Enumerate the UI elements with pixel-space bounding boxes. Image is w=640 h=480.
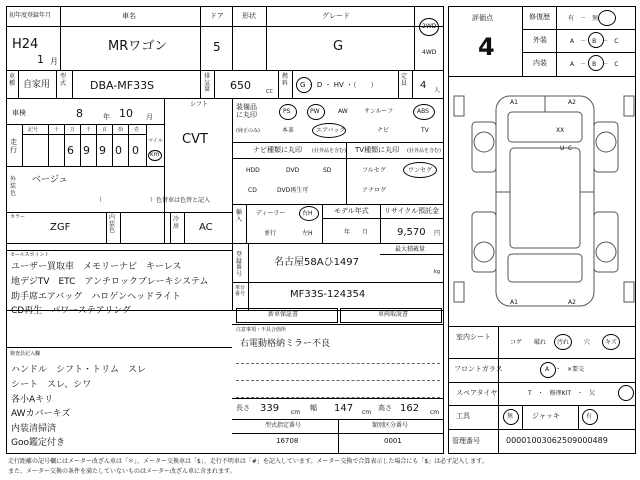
inspector-line-6: Goo鑑定付き xyxy=(11,438,65,448)
inspector-line-2: シート スレ、シワ xyxy=(11,380,92,390)
displacement-unit: CC xyxy=(266,89,273,95)
score-value: 4 xyxy=(478,33,495,61)
mileage-unit-km: km xyxy=(150,151,160,158)
navi-note: (社外品を含む) xyxy=(312,148,346,154)
tv-analog: アナログ xyxy=(362,187,387,194)
damage-label-2: A2 xyxy=(568,99,576,106)
chassis-number: MF33S-124354 xyxy=(290,289,366,300)
max-load-unit: kg xyxy=(434,269,441,275)
inspector-line-1: ハンドル シフト・トリム スレ xyxy=(11,365,147,375)
spare-label: スペアタイヤ xyxy=(456,389,498,397)
mileage-label: 走行 xyxy=(10,138,17,155)
recycle-unit: 円 xyxy=(434,230,441,237)
first-reg-month: 1 xyxy=(37,53,44,66)
class-value: 0001 xyxy=(384,437,402,445)
footer-line-2: また、メーター交換の条件を満たしていないものはメーター改ざん車に含まれます。 xyxy=(8,468,236,475)
equip-navi: ナビ xyxy=(377,127,390,134)
jack-value: 有 xyxy=(586,413,593,420)
shift: CVT xyxy=(182,132,208,147)
capacity-unit: 人 xyxy=(434,87,441,94)
width-unit: cm xyxy=(362,409,372,416)
doors-label: ドア xyxy=(210,12,224,20)
car-outline xyxy=(454,96,634,306)
footer-line-1: 走行距離の記号欄にはメーター改ざん車は「＊」、メーター交換車は「$」、走行不明車は「#」を記入しています。メーター交換で合算表示した場合にも「$」は必ず記入します。 xyxy=(8,458,488,465)
exterior-b-circle xyxy=(588,32,604,48)
max-load-label: 最大積載量 xyxy=(395,246,426,253)
height-unit: cm xyxy=(430,409,440,416)
length-unit: cm xyxy=(291,409,301,416)
ac-label: 冷房 xyxy=(173,216,180,230)
left-front-bracket xyxy=(454,96,464,116)
vehicle-type-label: 車種 xyxy=(9,73,16,87)
left-rear-bracket xyxy=(454,282,464,302)
grade: G xyxy=(333,39,344,54)
first-reg-label: 初年度登録年月 xyxy=(9,12,52,19)
repair-options: 有 － 無 xyxy=(568,15,599,22)
notes-text: 右電動格納ミラー不良 xyxy=(240,339,331,349)
tool-value: 無 xyxy=(507,413,514,420)
mgmt-label: 管理番号 xyxy=(452,437,480,445)
spare-items: T ・ 修理KIT ・ 欠 xyxy=(528,390,596,397)
tv-note: (社外品を含む) xyxy=(407,148,441,154)
sales-point-4: CD再生 パワーステアリング xyxy=(11,306,132,316)
fuel-options: G ・ D ・ HV ・（ ） xyxy=(300,81,378,89)
import-dealer: ディーラー xyxy=(256,210,286,217)
inspector-line-4: AWカバーキズ xyxy=(11,409,71,419)
inspector-line-5: 内装清掃済 xyxy=(11,424,57,434)
interior-color-label: 内装色 xyxy=(109,214,116,235)
glass-items: A ・ ×要交 xyxy=(545,366,585,373)
spare-missing-circle xyxy=(618,385,634,401)
equip-aw: AW xyxy=(338,108,348,115)
drive-2wd: 2WD xyxy=(422,23,437,30)
equipment-subtitle: (純正のみ) xyxy=(236,128,260,134)
navi-dvd: DVD xyxy=(286,167,300,174)
exterior-note: （ ）色替車は色替と記入 xyxy=(96,197,211,204)
mgmt-number: 0000100306250900​0489 xyxy=(506,436,608,445)
mileage-header-1: 十 xyxy=(54,127,60,133)
doors: 5 xyxy=(213,40,221,54)
car-name: MRワゴン xyxy=(108,39,168,54)
mileage-header-5: 拾 xyxy=(118,127,124,133)
tv-oneseg: ワンセグ xyxy=(408,167,433,174)
inspection-month: 10 xyxy=(119,107,133,120)
shape-label: 形状 xyxy=(242,12,256,20)
car-body xyxy=(496,96,594,306)
tv-title: TV種類に丸印 xyxy=(355,146,400,154)
interior-grade-label: 内装 xyxy=(533,59,547,67)
import-right: 右H xyxy=(302,210,313,217)
damage-label-6: U xyxy=(560,145,565,152)
inspector-line-3: 各小Aキリ xyxy=(11,395,54,405)
cert-value: 16708 xyxy=(276,437,299,445)
seat-item-5: キズ xyxy=(605,339,617,346)
height-label: 高さ xyxy=(378,404,392,412)
inspection-month-unit: 月 xyxy=(146,113,153,121)
capacity-label: 定員 xyxy=(401,73,408,87)
new-car-warranty: 新車保証書 xyxy=(268,311,299,318)
wheel-front-right xyxy=(596,132,616,152)
sales-points-title: セールスポイント xyxy=(10,252,50,258)
jack-label: ジャッキ xyxy=(532,412,560,420)
fuel-label: 燃料 xyxy=(282,73,289,87)
navi-dvd-play: DVD再生可 xyxy=(277,187,309,194)
displacement: 650 xyxy=(230,79,251,92)
first-reg-era: H24 xyxy=(12,37,39,52)
car-name-label: 車名 xyxy=(122,12,136,20)
ac-value: AC xyxy=(199,222,213,233)
glass-label: フロントガラス xyxy=(454,365,503,373)
damage-label-7: C xyxy=(568,145,573,152)
sales-point-3: 助手席エアバッグ ハロゲンヘッドライト xyxy=(11,292,181,302)
grade-label: グレード xyxy=(322,12,350,20)
navi-hdd: HDD xyxy=(246,167,260,174)
car-diagram xyxy=(448,82,636,322)
seat-item-3: 汚れ xyxy=(557,339,570,346)
mileage-header-4: 百 xyxy=(102,127,108,133)
sales-point-1: ユーザー買取車 メモリーナビ キーレス xyxy=(11,262,182,272)
plate-label: 登録番号 xyxy=(236,251,243,278)
tv-fullseg: フルセグ xyxy=(362,167,386,174)
inspection-year: 8 xyxy=(76,107,83,120)
seat-item-1: コゲ xyxy=(510,339,523,346)
height-value: 162 xyxy=(400,403,420,414)
mileage-digit-4: 0 xyxy=(132,144,139,157)
width-value: 147 xyxy=(334,403,354,414)
damage-label-1: A1 xyxy=(510,99,518,106)
interior-grade-options: A － B － C xyxy=(570,61,619,68)
capacity: 4 xyxy=(420,80,427,91)
equip-ps: PS xyxy=(283,108,291,115)
inspection-label: 車検 xyxy=(12,109,26,117)
seat-item-2: 破れ xyxy=(534,339,547,346)
inspection-year-unit: 年 xyxy=(103,113,110,121)
model-label: 型式 xyxy=(60,73,67,87)
repair-label: 修復歴 xyxy=(529,13,550,21)
navi-sd: SD xyxy=(323,167,332,174)
damage-label-5: XX xyxy=(556,127,565,134)
equip-leather: 本革 xyxy=(282,127,295,134)
right-rear-bracket xyxy=(624,282,634,302)
seat-label: 室内シート xyxy=(456,333,491,341)
mileage-digit-2: 9 xyxy=(99,144,106,157)
right-front-bracket xyxy=(624,96,634,116)
shift-label: シフト xyxy=(190,101,209,108)
inspector-title: 検査員記入欄 xyxy=(10,351,41,357)
chassis-label: 車台番号 xyxy=(235,285,246,297)
model-code: DBA-MF33S xyxy=(90,79,155,92)
model-year-value: 年 月 xyxy=(344,229,369,236)
use-label: 自家用 xyxy=(23,80,51,90)
interior-b-circle xyxy=(588,55,604,71)
roof xyxy=(510,148,580,248)
color-code-value: ZGF xyxy=(50,222,71,233)
cert-label: 型式指定番号 xyxy=(265,422,302,429)
equip-abs: ABS xyxy=(417,108,429,115)
mileage-header-3: 千 xyxy=(86,127,92,133)
sales-point-2: 地デジTV ETC アンチロックブレーキシステム xyxy=(11,277,209,287)
score-label: 評価点 xyxy=(472,14,493,22)
mileage-header-2: 万 xyxy=(70,127,76,133)
import-left: 左H xyxy=(302,230,313,237)
color-code-label: カラー xyxy=(10,214,26,220)
notes-title: 注意事項・不具合箇所 xyxy=(236,327,287,333)
drive-4wd: 4WD xyxy=(422,49,437,56)
import-parallel: 並行 xyxy=(264,230,277,237)
mileage-unit-mile: マイル xyxy=(148,138,163,144)
exterior-grade-label: 外装 xyxy=(533,36,547,44)
plate-number: 名古屋58Aひ1497 xyxy=(274,257,360,268)
exterior-label: 外装色 xyxy=(10,176,17,198)
width-label: 幅 xyxy=(310,404,317,412)
recycle-label: リサイクル預託金 xyxy=(384,207,440,215)
displacement-label: 排気量 xyxy=(204,73,211,94)
length-label: 長さ xyxy=(236,404,250,412)
windshield xyxy=(508,112,582,142)
mileage-digit-0: 6 xyxy=(67,144,74,157)
equip-airbag: エアバック xyxy=(316,127,346,134)
first-reg-month-unit: 月 xyxy=(50,57,58,66)
repair-none-circle xyxy=(598,10,616,26)
seat-item-4: 穴 xyxy=(584,339,591,346)
length-value: 339 xyxy=(260,403,280,414)
exterior-grade-options: A － B － C xyxy=(570,38,619,45)
exterior-color: ベージュ xyxy=(32,175,68,185)
equip-pw: PW xyxy=(310,108,320,115)
wheel-rear-right xyxy=(596,242,616,262)
mileage-digit-1: 9 xyxy=(83,144,90,157)
damage-label-3: A1 xyxy=(510,299,518,306)
wheel-rear-left xyxy=(474,242,494,262)
mileage-digit-3: 0 xyxy=(115,144,122,157)
manual: 車両取説書 xyxy=(378,311,409,318)
damage-label-4: A2 xyxy=(568,299,576,306)
equip-sunroof: サンルーフ xyxy=(364,108,394,115)
navi-cd: CD xyxy=(248,187,257,194)
mileage-header-6: 壱 xyxy=(134,127,140,133)
mileage-header-0: 記号 xyxy=(28,127,39,133)
tool-label: 工具 xyxy=(456,412,470,420)
equipment-title: 装備品に丸印 xyxy=(236,103,257,120)
recycle-value: 9,570 xyxy=(397,227,426,238)
wheel-front-left xyxy=(474,132,494,152)
class-label: 類別区分番号 xyxy=(372,422,409,429)
navi-title: ナビ種類に丸印 xyxy=(253,146,302,154)
rear-window xyxy=(508,254,582,282)
import-label: 輸入 xyxy=(236,209,243,223)
equip-tv: TV xyxy=(421,127,429,134)
model-year-label: モデル年式 xyxy=(334,207,369,215)
